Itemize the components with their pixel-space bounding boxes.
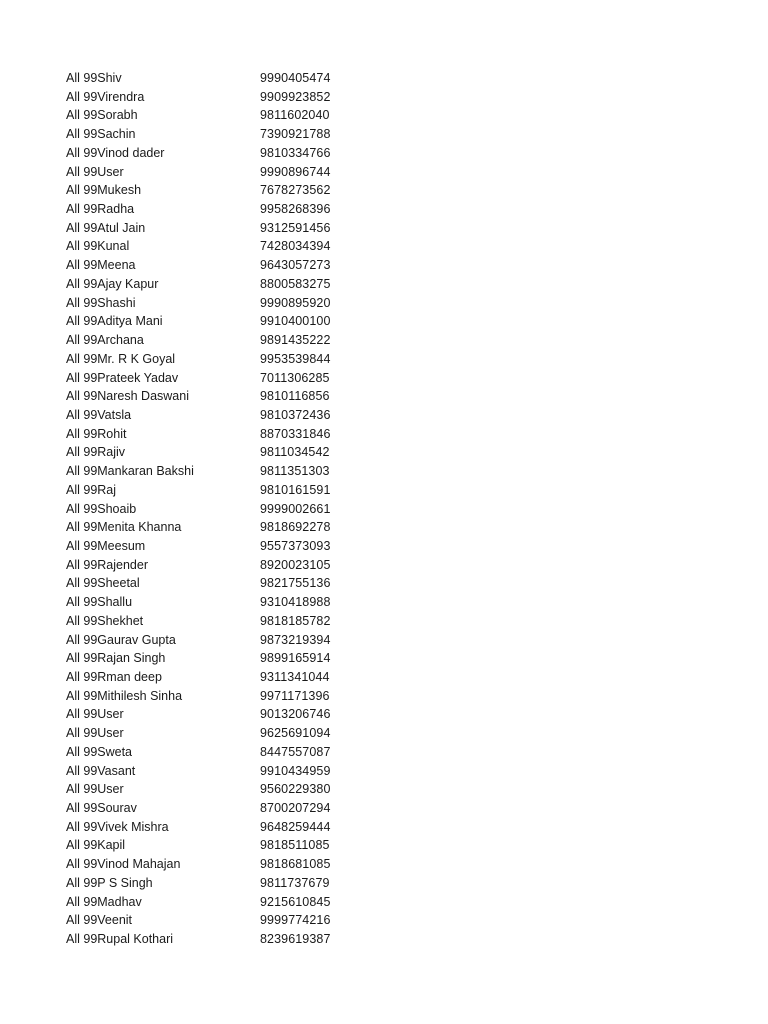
contact-name: All 99Rajiv <box>66 445 126 460</box>
contact-name: All 99Mankaran Bakshi <box>66 464 194 479</box>
contact-name: All 99Rman deep <box>66 670 162 684</box>
contact-phone: 9557373093 <box>260 538 331 553</box>
contact-phone: 9990896744 <box>260 164 331 179</box>
contact-row <box>66 649 366 668</box>
contact-name: All 99Atul Jain <box>66 220 146 235</box>
contact-row <box>66 406 366 425</box>
contact-phone: 9953539844 <box>260 351 331 366</box>
contact-phone: 9818692278 <box>260 520 331 535</box>
contact-phone: 9899165914 <box>260 651 331 666</box>
contact-row <box>66 443 366 462</box>
contact-phone: 9312591456 <box>260 220 331 235</box>
contact-name: All 99Radha <box>66 202 135 217</box>
contact-name: All 99Madhav <box>66 894 142 909</box>
contact-row <box>66 818 366 837</box>
contact-row <box>66 69 366 88</box>
contact-phone: 7428034394 <box>260 239 331 254</box>
contact-row <box>66 294 366 313</box>
contact-name: All 99Meena <box>66 258 136 273</box>
contact-name: All 99Shoaib <box>66 501 137 516</box>
contact-phone: 9013206746 <box>260 707 331 722</box>
contact-phone: 9990895920 <box>260 295 331 310</box>
contact-name: All 99Mr. R K Goyal <box>66 351 176 366</box>
contact-row <box>66 88 366 107</box>
contact-row <box>66 705 366 724</box>
contact-name: All 99Shekhet <box>66 613 144 628</box>
contact-row <box>66 200 366 219</box>
contact-phone: 8800583275 <box>260 276 331 291</box>
contact-name: All 99Mithilesh Sinha <box>66 688 183 703</box>
contact-row <box>66 331 366 350</box>
contact-name: All 99Menita Khanna <box>66 520 182 535</box>
contact-phone: 9910434959 <box>260 763 331 778</box>
contact-phone: 9811351303 <box>260 464 330 479</box>
contact-name: All 99P S Singh <box>66 875 153 890</box>
contact-row <box>66 181 366 200</box>
contact-row <box>66 106 366 125</box>
contact-phone: 8239619387 <box>260 932 331 947</box>
contact-name: All 99Vinod dader <box>66 145 165 160</box>
contact-phone: 8700207294 <box>260 801 331 816</box>
contact-phone: 9215610845 <box>260 894 331 909</box>
contact-row <box>66 743 366 762</box>
contact-row <box>66 144 366 163</box>
contact-phone: 9891435222 <box>260 333 331 348</box>
contact-row <box>66 930 366 949</box>
contact-row <box>66 481 366 500</box>
contact-phone: 9625691094 <box>260 726 331 741</box>
contact-row <box>66 125 366 144</box>
contact-name: All 99Rohit <box>66 426 127 441</box>
contact-phone: 9818185782 <box>260 613 331 628</box>
contact-row <box>66 593 366 612</box>
contact-phone: 7390921788 <box>260 127 331 142</box>
contact-name: All 99Vinod Mahajan <box>66 857 181 872</box>
contact-name: All 99Kapil <box>66 838 126 853</box>
contact-phone: 9648259444 <box>260 819 331 834</box>
contact-name: All 99Vivek Mishra <box>66 819 169 834</box>
contact-name: All 99Prateek Yadav <box>66 370 179 385</box>
contact-name: All 99Rajender <box>66 557 148 572</box>
contact-phone: 9810334766 <box>260 145 331 160</box>
contact-phone: 9999774216 <box>260 913 331 928</box>
contact-row <box>66 275 366 294</box>
contact-row <box>66 256 366 275</box>
contact-list <box>66 69 366 949</box>
contact-row <box>66 574 366 593</box>
contact-name: All 99Sorabh <box>66 108 138 123</box>
contact-phone: 9311341044 <box>260 670 330 684</box>
contact-name: All 99Vatsla <box>66 407 132 422</box>
contact-phone: 9909923852 <box>260 89 331 104</box>
contact-name: All 99Sourav <box>66 801 137 816</box>
contact-name: All 99Sachin <box>66 127 136 142</box>
contact-phone: 9643057273 <box>260 258 331 273</box>
contact-name: All 99User <box>66 782 124 797</box>
contact-name: All 99Archana <box>66 333 144 348</box>
contact-name: All 99Aditya Mani <box>66 314 163 329</box>
contact-row <box>66 387 366 406</box>
contact-phone: 9310418988 <box>260 595 331 610</box>
contact-phone: 9818681085 <box>260 857 331 872</box>
contact-row <box>66 911 366 930</box>
contact-name: All 99Mukesh <box>66 183 142 198</box>
contact-phone: 8447557087 <box>260 744 331 759</box>
contact-phone: 7678273562 <box>260 183 331 198</box>
contact-row <box>66 350 366 369</box>
contact-phone: 9910400100 <box>260 314 331 329</box>
contact-phone: 9810372436 <box>260 407 331 422</box>
contact-name: All 99Kunal <box>66 239 130 254</box>
contact-name: All 99Rajan Singh <box>66 651 166 666</box>
contact-row <box>66 724 366 743</box>
contact-phone: 8870331846 <box>260 426 331 441</box>
contact-name: All 99Sweta <box>66 744 133 759</box>
contact-row <box>66 312 366 331</box>
contact-phone: 9821755136 <box>260 576 331 591</box>
contact-row <box>66 836 366 855</box>
contact-row <box>66 612 366 631</box>
contact-row <box>66 687 366 706</box>
contact-name: All 99Gaurav Gupta <box>66 632 176 647</box>
contact-row <box>66 874 366 893</box>
contact-phone: 9999002661 <box>260 501 331 516</box>
contact-name: All 99Shashi <box>66 295 136 310</box>
contact-name: All 99Raj <box>66 482 117 497</box>
contact-phone: 9810161591 <box>260 482 331 497</box>
contact-phone: 9810116856 <box>260 389 330 404</box>
contact-name: All 99Shiv <box>66 71 122 85</box>
contact-row <box>66 462 366 481</box>
contact-phone: 7011306285 <box>260 370 330 385</box>
contact-phone: 9811602040 <box>260 108 330 123</box>
contact-phone: 9958268396 <box>260 202 331 217</box>
contact-row <box>66 762 366 781</box>
contact-name: All 99Virendra <box>66 89 145 104</box>
contact-phone: 9971171396 <box>260 688 330 703</box>
contact-row <box>66 163 366 182</box>
contact-phone: 9811737679 <box>260 875 330 890</box>
contact-row <box>66 893 366 912</box>
contact-name: All 99Shallu <box>66 595 133 610</box>
contact-row <box>66 631 366 650</box>
contact-name: All 99Meesum <box>66 538 146 553</box>
contact-name: All 99User <box>66 726 124 741</box>
contact-row <box>66 518 366 537</box>
contact-phone: 9811034542 <box>260 445 330 460</box>
contact-phone: 9873219394 <box>260 632 331 647</box>
contact-row <box>66 799 366 818</box>
contact-row <box>66 425 366 444</box>
contact-row <box>66 219 366 238</box>
contact-row <box>66 855 366 874</box>
contact-name: All 99User <box>66 164 124 179</box>
contact-row <box>66 668 366 687</box>
contact-row <box>66 780 366 799</box>
contact-row <box>66 556 366 575</box>
contact-row <box>66 369 366 388</box>
contact-row <box>66 537 366 556</box>
contact-phone: 9818511085 <box>260 838 330 853</box>
contact-phone: 8920023105 <box>260 557 331 572</box>
contact-name: All 99Vasant <box>66 763 136 778</box>
contact-name: All 99User <box>66 707 124 722</box>
contact-name: All 99Ajay Kapur <box>66 276 159 291</box>
contact-phone: 9990405474 <box>260 71 331 85</box>
contact-name: All 99Rupal Kothari <box>66 932 174 947</box>
contact-row <box>66 237 366 256</box>
contact-row <box>66 500 366 519</box>
contact-phone: 9560229380 <box>260 782 331 797</box>
contact-name: All 99Naresh Daswani <box>66 389 189 404</box>
contact-name: All 99Veenit <box>66 913 133 928</box>
contact-name: All 99Sheetal <box>66 576 140 591</box>
